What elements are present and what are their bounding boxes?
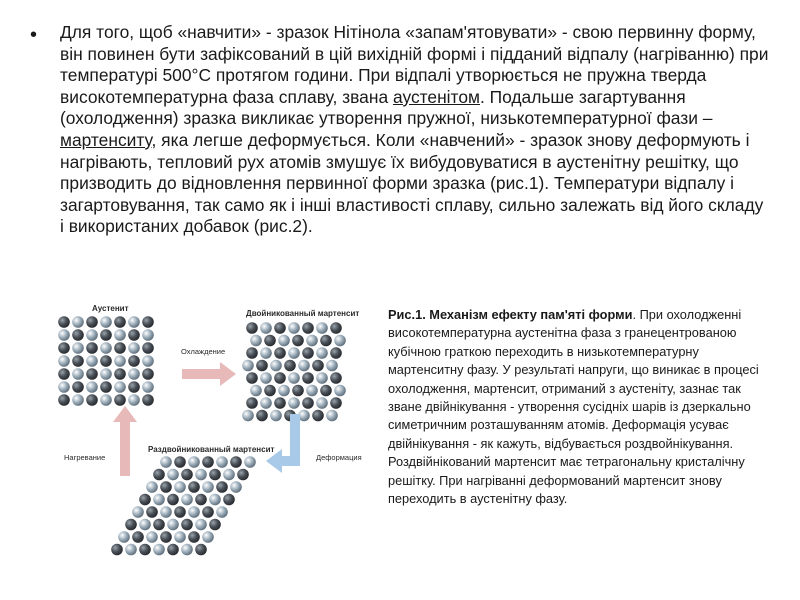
- atom-light: [153, 494, 165, 506]
- atom-dark: [209, 519, 221, 531]
- atom-dark: [181, 519, 193, 531]
- atom-dark: [274, 397, 286, 409]
- atom-dark: [302, 372, 314, 384]
- atom-light: [114, 355, 126, 367]
- atom-light: [72, 342, 84, 354]
- heating-label: Нагревание: [64, 453, 106, 462]
- austenite-label: Аустенит: [92, 304, 129, 313]
- atom-light: [128, 368, 140, 380]
- atom-dark: [153, 519, 165, 531]
- atom-dark: [330, 347, 342, 359]
- main-text-part-2: . Подальше загартування (охолодження) зразка викликає утворення пружної, низькотемпературної фази –: [60, 86, 713, 129]
- atom-dark: [114, 368, 126, 380]
- atom-dark: [114, 342, 126, 354]
- atom-dark: [128, 355, 140, 367]
- atom-dark: [86, 394, 98, 406]
- atom-dark: [195, 494, 207, 506]
- deformation-label: Деформация: [316, 453, 362, 462]
- caption-body: . При охолодженні високотемпературна аустенітна фаза з гранецентрованою кубічною граткою переходить в низькотемпературну мартенситну фазу. У результаті напруги, що виникає в процесі охолодження, мартенсит, отриманий з аустеніту, зазнає так зване двійнікування - утворення сусідніх шарів із дзеркально симетричним розташуванням атомів. Деформація усуває двійнікування - як кажуть, відбувається роздвойнікування. Роздвійнікований мартенсит має тетрагональну кристалічну решітку. При нагріванні деформований мартенсит знову переходить в аустенітну фазу.: [388, 307, 759, 507]
- atom-dark: [160, 481, 172, 493]
- atom-light: [278, 385, 290, 397]
- atom-dark: [114, 394, 126, 406]
- atom-light: [86, 355, 98, 367]
- atom-light: [132, 506, 144, 518]
- detwinned-martensite-lattice: [111, 456, 256, 555]
- atom-light: [260, 347, 272, 359]
- atom-light: [100, 394, 112, 406]
- cooling-label: Охлаждение: [181, 347, 226, 356]
- atom-light: [260, 322, 272, 334]
- atom-light: [153, 544, 165, 556]
- atom-dark: [100, 355, 112, 367]
- atom-dark: [330, 372, 342, 384]
- atom-dark: [256, 410, 268, 422]
- atom-light: [250, 385, 262, 397]
- atom-light: [260, 397, 272, 409]
- atom-light: [326, 360, 338, 372]
- atom-light: [278, 335, 290, 347]
- deformation-arrow: [266, 414, 300, 473]
- atom-light: [316, 397, 328, 409]
- atom-dark: [320, 335, 332, 347]
- atom-light: [142, 329, 154, 341]
- atom-dark: [58, 342, 70, 354]
- atom-dark: [125, 519, 137, 531]
- atom-light: [216, 506, 228, 518]
- atom-light: [142, 381, 154, 393]
- atom-light: [306, 335, 318, 347]
- atom-dark: [195, 544, 207, 556]
- heating-arrow: [113, 406, 137, 476]
- atom-light: [270, 360, 282, 372]
- atom-light: [216, 456, 228, 468]
- atom-light: [58, 329, 70, 341]
- atom-light: [128, 342, 140, 354]
- twinned-martensite-lattice: [242, 322, 346, 421]
- atom-dark: [274, 372, 286, 384]
- atom-light: [72, 316, 84, 328]
- atom-dark: [132, 531, 144, 543]
- atom-dark: [139, 494, 151, 506]
- atom-light: [242, 410, 254, 422]
- atom-dark: [264, 335, 276, 347]
- atom-dark: [58, 394, 70, 406]
- atom-dark: [312, 410, 324, 422]
- atom-light: [316, 322, 328, 334]
- atom-dark: [72, 329, 84, 341]
- atom-dark: [142, 316, 154, 328]
- atom-dark: [274, 347, 286, 359]
- atom-dark: [292, 335, 304, 347]
- atom-light: [250, 335, 262, 347]
- atom-dark: [188, 481, 200, 493]
- main-text-part-1: Для того, щоб «навчити» - зразок Нітінола «запам'ятовувати» - свою первинну форму, він повинен бути зафіксований в цій вихідній формі і підданий відпалу (нагріванню) при температурі 500°С протягом години. При відпалі утворюється не пружна тверда високотемпературна фаза сплаву, звана: [60, 22, 769, 107]
- atom-dark: [302, 322, 314, 334]
- atom-dark: [160, 531, 172, 543]
- atom-light: [167, 469, 179, 481]
- atom-light: [202, 531, 214, 543]
- caption-title: Рис.1. Механізм ефекту пам'яті форми: [388, 307, 633, 322]
- atom-dark: [312, 360, 324, 372]
- bullet-marker: •: [30, 24, 38, 46]
- atom-light: [114, 329, 126, 341]
- atom-dark: [58, 368, 70, 380]
- atom-light: [288, 397, 300, 409]
- atom-light: [100, 316, 112, 328]
- atom-light: [188, 506, 200, 518]
- atom-dark: [142, 342, 154, 354]
- atom-light: [223, 469, 235, 481]
- atom-dark: [202, 506, 214, 518]
- atom-dark: [292, 385, 304, 397]
- atom-light: [167, 519, 179, 531]
- atom-dark: [72, 355, 84, 367]
- atom-light: [58, 355, 70, 367]
- atom-light: [146, 481, 158, 493]
- atom-dark: [167, 494, 179, 506]
- atom-light: [72, 394, 84, 406]
- atom-light: [181, 494, 193, 506]
- atom-dark: [223, 494, 235, 506]
- cooling-arrow: [182, 362, 236, 386]
- main-paragraph: [60, 22, 770, 238]
- atom-dark: [128, 381, 140, 393]
- atom-dark: [128, 329, 140, 341]
- atom-dark: [246, 347, 258, 359]
- atom-light: [86, 381, 98, 393]
- atom-dark: [330, 322, 342, 334]
- atom-light: [316, 372, 328, 384]
- detwinned-martensite-label: Раздвойникованный мартенсит: [148, 445, 275, 454]
- atom-dark: [167, 544, 179, 556]
- atom-light: [188, 456, 200, 468]
- atom-light: [244, 456, 256, 468]
- atom-light: [142, 355, 154, 367]
- atom-dark: [174, 456, 186, 468]
- atom-light: [288, 322, 300, 334]
- atom-light: [72, 368, 84, 380]
- atom-dark: [58, 316, 70, 328]
- atom-light: [316, 347, 328, 359]
- shape-memory-figure: [40, 302, 380, 562]
- atom-light: [334, 385, 346, 397]
- martensite-link[interactable]: мартенситу: [60, 129, 152, 150]
- atom-light: [260, 372, 272, 384]
- atom-light: [160, 506, 172, 518]
- atom-light: [242, 360, 254, 372]
- atom-dark: [139, 544, 151, 556]
- atom-dark: [111, 544, 123, 556]
- atom-dark: [274, 322, 286, 334]
- atom-dark: [100, 329, 112, 341]
- atom-light: [195, 519, 207, 531]
- atom-dark: [246, 372, 258, 384]
- atom-light: [118, 531, 130, 543]
- atom-dark: [86, 316, 98, 328]
- atom-dark: [202, 456, 214, 468]
- atom-light: [288, 372, 300, 384]
- atom-dark: [256, 360, 268, 372]
- atom-light: [86, 329, 98, 341]
- atom-dark: [86, 342, 98, 354]
- figure-caption: [388, 306, 772, 508]
- atom-light: [174, 481, 186, 493]
- atom-light: [100, 368, 112, 380]
- atom-light: [128, 316, 140, 328]
- atom-light: [160, 456, 172, 468]
- twinned-martensite-label: Двойникованный мартенсит: [246, 309, 360, 318]
- atom-dark: [142, 394, 154, 406]
- atom-dark: [114, 316, 126, 328]
- atom-light: [306, 385, 318, 397]
- atom-light: [195, 469, 207, 481]
- atom-light: [298, 360, 310, 372]
- main-text-part-3: , яка легше деформується. Коли «навчений» - зразок знову деформують і нагрівають, тепловий рух атомів змушує їх вибудовуватися в аустенітну решітку, що призводить до відновлення первинної форми зразка (рис.1). Температури відпалу і загартовування, так само як і інші властивості сплаву, сильно залежать від його складу і використаних добавок (рис.2).: [60, 129, 764, 237]
- atom-light: [288, 347, 300, 359]
- atom-dark: [209, 469, 221, 481]
- atom-light: [58, 381, 70, 393]
- atom-dark: [246, 397, 258, 409]
- austenite-lattice: [58, 316, 154, 406]
- atom-dark: [264, 385, 276, 397]
- atom-light: [100, 342, 112, 354]
- atom-light: [326, 410, 338, 422]
- atom-dark: [100, 381, 112, 393]
- atom-light: [334, 335, 346, 347]
- atom-dark: [330, 397, 342, 409]
- atom-dark: [146, 506, 158, 518]
- atom-dark: [246, 322, 258, 334]
- atom-dark: [86, 368, 98, 380]
- atom-dark: [284, 360, 296, 372]
- atom-dark: [302, 397, 314, 409]
- atom-light: [174, 531, 186, 543]
- atom-light: [209, 494, 221, 506]
- atom-dark: [72, 381, 84, 393]
- atom-light: [202, 481, 214, 493]
- atom-light: [181, 544, 193, 556]
- atom-light: [230, 481, 242, 493]
- atom-light: [125, 544, 137, 556]
- austenite-link[interactable]: аустенітом: [392, 86, 480, 107]
- atom-dark: [216, 481, 228, 493]
- atom-light: [114, 381, 126, 393]
- atom-light: [270, 410, 282, 422]
- atom-dark: [174, 506, 186, 518]
- atom-light: [146, 531, 158, 543]
- atom-dark: [153, 469, 165, 481]
- atom-light: [139, 519, 151, 531]
- atom-dark: [320, 385, 332, 397]
- atom-dark: [142, 368, 154, 380]
- atom-dark: [188, 531, 200, 543]
- atom-dark: [302, 347, 314, 359]
- atom-dark: [181, 469, 193, 481]
- atom-dark: [230, 456, 242, 468]
- atom-light: [128, 394, 140, 406]
- atom-dark: [237, 469, 249, 481]
